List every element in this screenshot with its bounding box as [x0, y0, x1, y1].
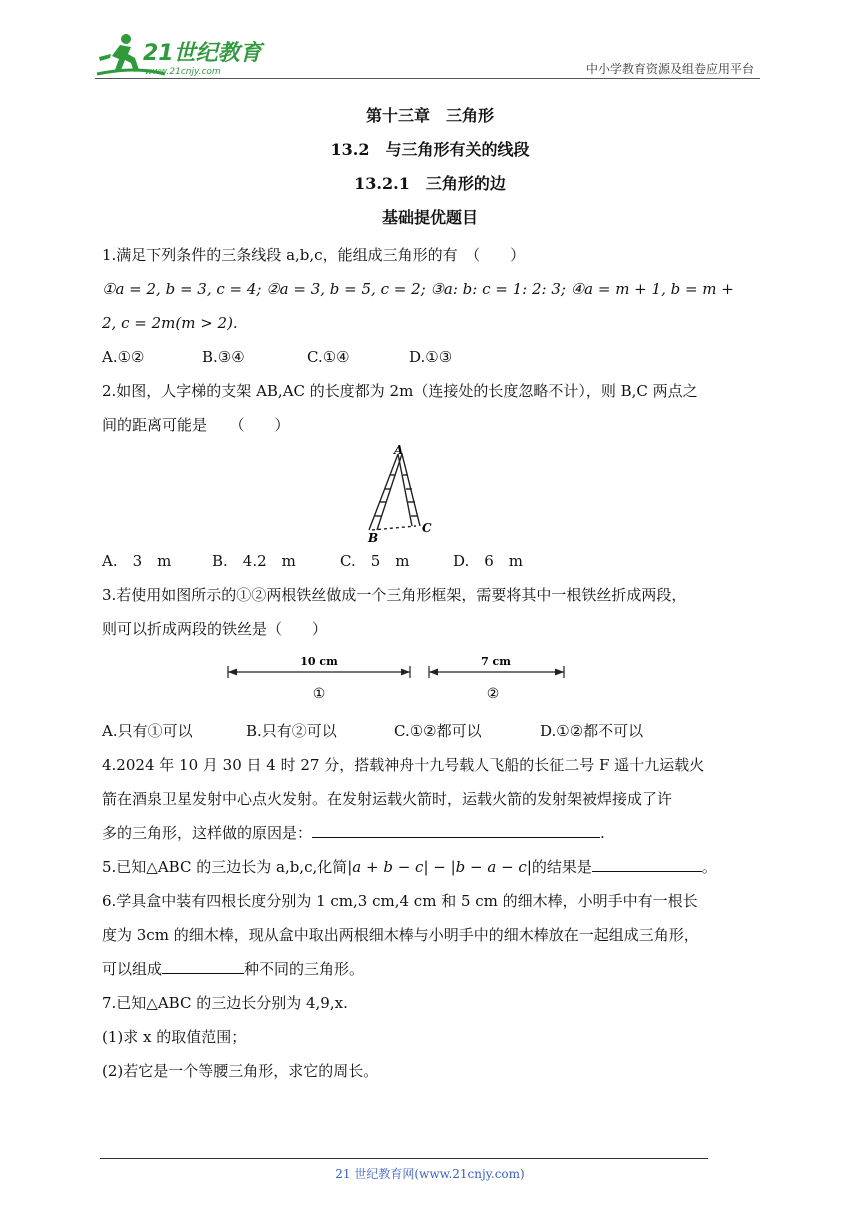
- q4-line-3-suffix: .: [600, 824, 605, 842]
- q5-prefix: 5.已知△ABC 的三边长为 a,b,c,化简: [102, 858, 348, 876]
- footer-text: 21 世纪教育网(www.21cnjy.com): [335, 1167, 525, 1181]
- wire2-length: 7 cm: [481, 655, 511, 668]
- logo-text: 21世纪教育: [143, 41, 262, 66]
- logo-url: www.21cnjy.com: [145, 67, 221, 77]
- q6-line-3-suffix: 种不同的三角形。: [244, 960, 365, 978]
- q6-line-3: [102, 952, 762, 986]
- q6-line-1: 6.学具盒中装有四根长度分别为 1 cm,3 cm,4 cm 和 5 cm 的细木棒，小明手中有一根长: [102, 892, 698, 910]
- q1-stem: 1.满足下列条件的三条线段 a,b,c，能组成三角形的有 （ ）: [102, 246, 526, 264]
- q3-option-d: D.①②都不可以: [540, 722, 644, 740]
- platform-name: 中小学教育资源及组卷应用平台: [585, 62, 754, 76]
- q7-stem: 7.已知△ABC 的三边长分别为 4,9,x.: [102, 994, 348, 1012]
- subsection-title: 13.2.1 三角形的边: [354, 174, 506, 193]
- label-a: A: [394, 443, 404, 457]
- q1-conditions-1: ①a = 2, b = 3, c = 4; ②a = 3, b = 5, c = 2; ③a: b: c = 1: 2: 3; ④a = m + 1, b = m +: [102, 280, 734, 298]
- wire2-label: ②: [486, 686, 500, 702]
- logo: [95, 30, 265, 78]
- q2-stem-2: 间的距离可能是 （ ）: [102, 416, 290, 434]
- ladder-figure: [102, 442, 762, 544]
- q2-options: [102, 544, 762, 578]
- q5-expression: |a + b − c| − |b − a − c|: [347, 858, 532, 876]
- q3-options: [102, 714, 762, 748]
- q4-line-3: [102, 816, 762, 850]
- q3-option-c: C.①②都可以: [394, 722, 482, 740]
- q3-stem-2: 则可以折成两段的铁丝是（ ）: [102, 620, 328, 638]
- wire1-length: 10 cm: [300, 655, 338, 668]
- q7-part-1: (1)求 x 的取值范围；: [102, 1028, 247, 1046]
- q5-line: [102, 850, 762, 884]
- wire-svg: [102, 646, 762, 714]
- title-block: [0, 102, 860, 238]
- q2-option-c: C. 5 m: [340, 552, 410, 570]
- wire1-label: ①: [312, 686, 326, 702]
- q2-option-a: A. 3 m: [102, 552, 172, 570]
- q5-answer-blank: [592, 855, 702, 872]
- page-header: [95, 30, 760, 80]
- q1-conditions-2: 2, c = 2m(m > 2).: [102, 314, 238, 332]
- chapter-title: 第十三章 三角形: [365, 106, 494, 125]
- label-c: C: [422, 521, 432, 535]
- q2-stem-1: 2.如图，人字梯的支架 AB,AC 的长度都为 2m（连接处的长度忽略不计），则 B,C 两点之: [102, 382, 698, 400]
- q7-part-2: (2)若它是一个等腰三角形，求它的周长。: [102, 1062, 379, 1080]
- q6-line-2: 度为 3cm 的细木棒，现从盒中取出两根细木棒与小明手中的细木棒放在一起组成三角形，: [102, 926, 699, 944]
- q4-line-2: 箭在酒泉卫星发射中心点火发射。在发射运载火箭时，运载火箭的发射架被焊接成了许: [102, 790, 673, 808]
- footer-divider: [100, 1158, 708, 1159]
- q4-line-3-prefix: 多的三角形，这样做的原因是：: [102, 824, 313, 842]
- q5-suffix: 的结果是: [531, 858, 592, 876]
- q3-option-a: A.只有①可以: [102, 722, 193, 740]
- q1-option-a: A.①②: [102, 348, 145, 366]
- header-divider: [95, 78, 760, 79]
- q4-answer-blank: [312, 821, 600, 838]
- q2-option-d: D. 6 m: [453, 552, 524, 570]
- q1-option-d: D.①③: [409, 348, 453, 366]
- label-b: B: [368, 531, 379, 544]
- q3-option-b: B.只有②可以: [246, 722, 337, 740]
- q4-line-1: 4.2024 年 10 月 30 日 4 时 27 分，搭载神舟十九号载人飞船的长征二号 F 遥十九运载火: [102, 756, 705, 774]
- q1-option-b: B.③④: [202, 348, 245, 366]
- q1-options: [102, 340, 762, 374]
- section-title: 13.2 与三角形有关的线段: [330, 140, 530, 159]
- q6-answer-blank: [162, 957, 244, 974]
- q3-stem-1: 3.若使用如图所示的①②两根铁丝做成一个三角形框架，需要将其中一根铁丝折成两段，: [102, 586, 687, 604]
- ladder-svg: [102, 442, 762, 544]
- questions: [102, 238, 762, 1088]
- wire-figure: [102, 646, 762, 714]
- q2-option-b: B. 4.2 m: [212, 552, 296, 570]
- q6-line-3-prefix: 可以组成: [102, 960, 163, 978]
- q5-end: 。: [701, 858, 717, 876]
- category-title: 基础提优题目: [381, 208, 478, 227]
- q1-option-c: C.①④: [307, 348, 350, 366]
